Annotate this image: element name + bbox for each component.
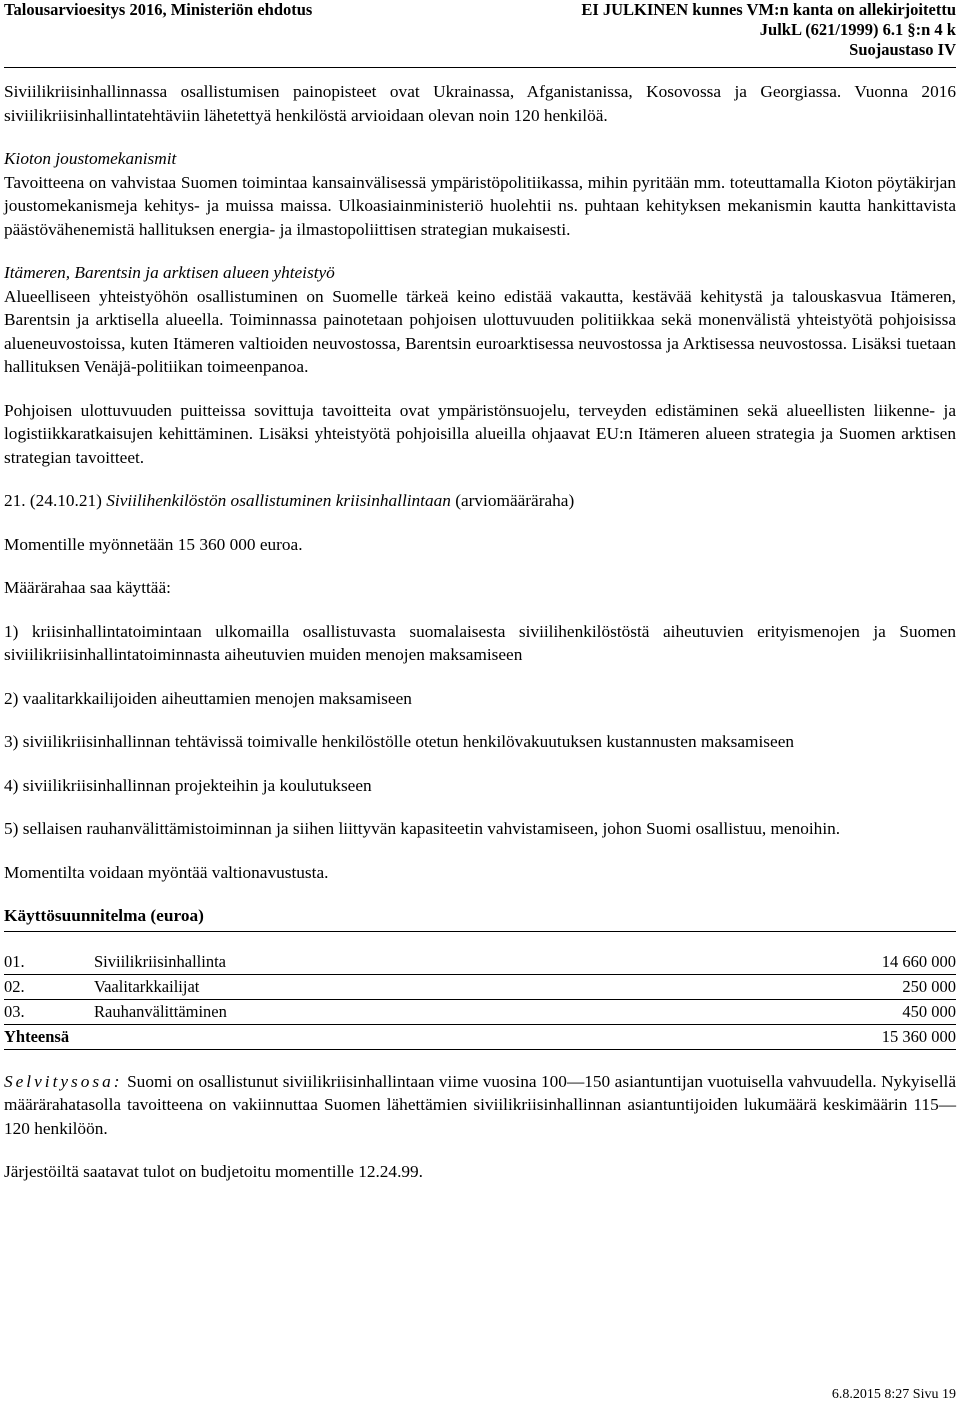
row-amount: 14 660 000 — [647, 950, 956, 975]
row-name: Siviilikriisinhallinta — [94, 950, 647, 975]
budget-item-title: Siviilihenkilöstön osallistuminen kriisinhallintaan — [106, 491, 451, 510]
list-item-1: 1) kriisinhallintatoimintaan ulkomailla osallistuvasta suomalaisesta siviilihenkilöstöstä aiheutuvien erityismenojen ja Suomen siviilikriisinhallintatoiminnasta aiheutuvien muiden menojen maksamiseen — [4, 621, 956, 664]
table-row — [4, 974, 956, 999]
total-amount: 15 360 000 — [647, 1024, 956, 1049]
paragraph-valtionavustusta: Momentilta voidaan myöntää valtionavustusta. — [4, 862, 329, 882]
list-item-2: 2) vaalitarkkailijoiden aiheuttamien menojen maksamiseen — [4, 688, 412, 708]
header-classification-line1: EI JULKINEN kunnes VM:n kanta on allekirjoitettu — [581, 0, 956, 19]
total-label: Yhteensä — [4, 1024, 647, 1049]
row-code: 03. — [4, 999, 94, 1024]
list-item-5: 5) sellaisen rauhanvälittämistoiminnan ja siihen liittyvän kapasiteetin vahvistamiseen, johon Suomi osallistuu, menoihin. — [4, 819, 841, 838]
paragraph-itameri: Alueelliseen yhteistyöhön osallistuminen on Suomelle tärkeä keino edistää vakautta, kestävää kehitystä ja talouskasvua Itämeren, Barentsin ja arktisella alueella. Toiminnassa painotetaan pohjoisen ulottuvuuden politiikkaa sekä monenvälistä yhteistyötä pohjoisissa alueneuvostoissa, kuten Itämeren valtioiden neuvostossa, Barentsin euroarktisessa neuvostossa ja Arktisessa neuvostossa. Lisäksi tuetaan hallituksen Venäjä-politiikan toimeenpanoa. — [4, 286, 956, 376]
paragraph-siviilikriisinhallinta: Siviilikriisinhallinnassa osallistumisen painopisteet ovat Ukrainassa, Afganistanissa, Kosovossa ja Georgiassa. Vuonna 2016 siviilikriisinhallintatehtäviin lähetettyä henkilöstä arvioidaan olevan noin 120 henkilöä. — [4, 82, 956, 125]
budget-item-number: 21. (24.10.21) — [4, 491, 102, 510]
table-row — [4, 999, 956, 1024]
list-item-3: 3) siviilikriisinhallinnan tehtävissä toimivalle henkilöstölle otetun henkilövakuutuksen kustannusten maksamiseen — [4, 732, 795, 751]
subheading-kioto: Kioton joustomekanismit — [4, 149, 177, 168]
table-total-row — [4, 1024, 956, 1049]
selvitysosa-text: Suomi on osallistunut siviilikriisinhallintaan viime vuosina 100—150 asiantuntijan vuotuisella vahvuudella. Nykyisellä määrärahatasolla tavoitteena on vakiinnuttaa Suomen lähettämien siviilikriisinhallinnan asiantuntijoiden lukumäärä keskimäärin 115—120 henkilöön. — [4, 1071, 956, 1138]
paragraph-pohjoinen: Pohjoisen ulottuvuuden puitteissa sovittuja tavoitteita ovat ympäristönsuojelu, terveyden edistäminen sekä alueellisten liikenne- ja logistiikkaratkaisujen kehittäminen. Lisäksi yhteistyötä pohjoisilla alueilla ohjaavat EU:n Itämeren alueen strategia ja Suomen arktisen strategian tavoitteet. — [4, 400, 956, 467]
header-classification — [581, 0, 956, 60]
paragraph-selvitysosa — [4, 1070, 956, 1141]
list-item-4: 4) siviilikriisinhallinnan projekteihin ja koulutukseen — [4, 775, 372, 795]
row-code: 01. — [4, 950, 94, 975]
paragraph-jarjestoilta: Järjestöiltä saatavat tulot on budjetoitu momentille 12.24.99. — [4, 1162, 423, 1181]
kayttosuunnitelma-heading-wrap — [4, 904, 956, 932]
row-amount: 250 000 — [647, 974, 956, 999]
paragraph-kioto: Tavoitteena on vahvistaa Suomen toimintaa kansainvälisessä ympäristöpolitiikassa, mihin pyritään mm. toteuttamalla Kioton pöytäkirjan joustomekanismeja kehitys- ja muissa maissa. Ulkoasiainministeriö huolehtii ns. puhtaan kehityksen mekanismin kautta hankittavista päästövähenemistä hallituksen energia- ja ilmastopoliittisen strategian mukaisesti. — [4, 172, 956, 239]
row-name: Rauhanvälittäminen — [94, 999, 647, 1024]
page-footer: 6.8.2015 8:27 Sivu 19 — [831, 1387, 956, 1402]
paragraph-maararahaa: Määrärahaa saa käyttää: — [4, 578, 171, 597]
header-classification-line3: Suojaustaso IV — [849, 40, 956, 59]
header-divider — [4, 67, 956, 68]
document-page — [4, 0, 956, 1408]
selvitysosa-label: Selvitysosa: — [4, 1071, 123, 1091]
budget-item-type: (arviomääräraha) — [455, 491, 575, 510]
row-code: 02. — [4, 974, 94, 999]
budget-item-heading — [4, 489, 956, 513]
header-classification-line2: JulkL (621/1999) 6.1 §:n 4 k — [759, 20, 956, 39]
table-row — [4, 950, 956, 975]
row-amount: 450 000 — [647, 999, 956, 1024]
paragraph-momentille: Momentille myönnetään 15 360 000 euroa. — [4, 534, 303, 554]
row-name: Vaalitarkkailijat — [94, 974, 647, 999]
kayttosuunnitelma-heading: Käyttösuunnitelma (euroa) — [4, 906, 204, 925]
document-body — [4, 80, 956, 1184]
subheading-itameri: Itämeren, Barentsin ja arktisen alueen yhteistyö — [4, 263, 335, 282]
header-title: Talousarvioesitys 2016, Ministeriön ehdotus — [4, 0, 313, 19]
budget-table — [4, 950, 956, 1050]
